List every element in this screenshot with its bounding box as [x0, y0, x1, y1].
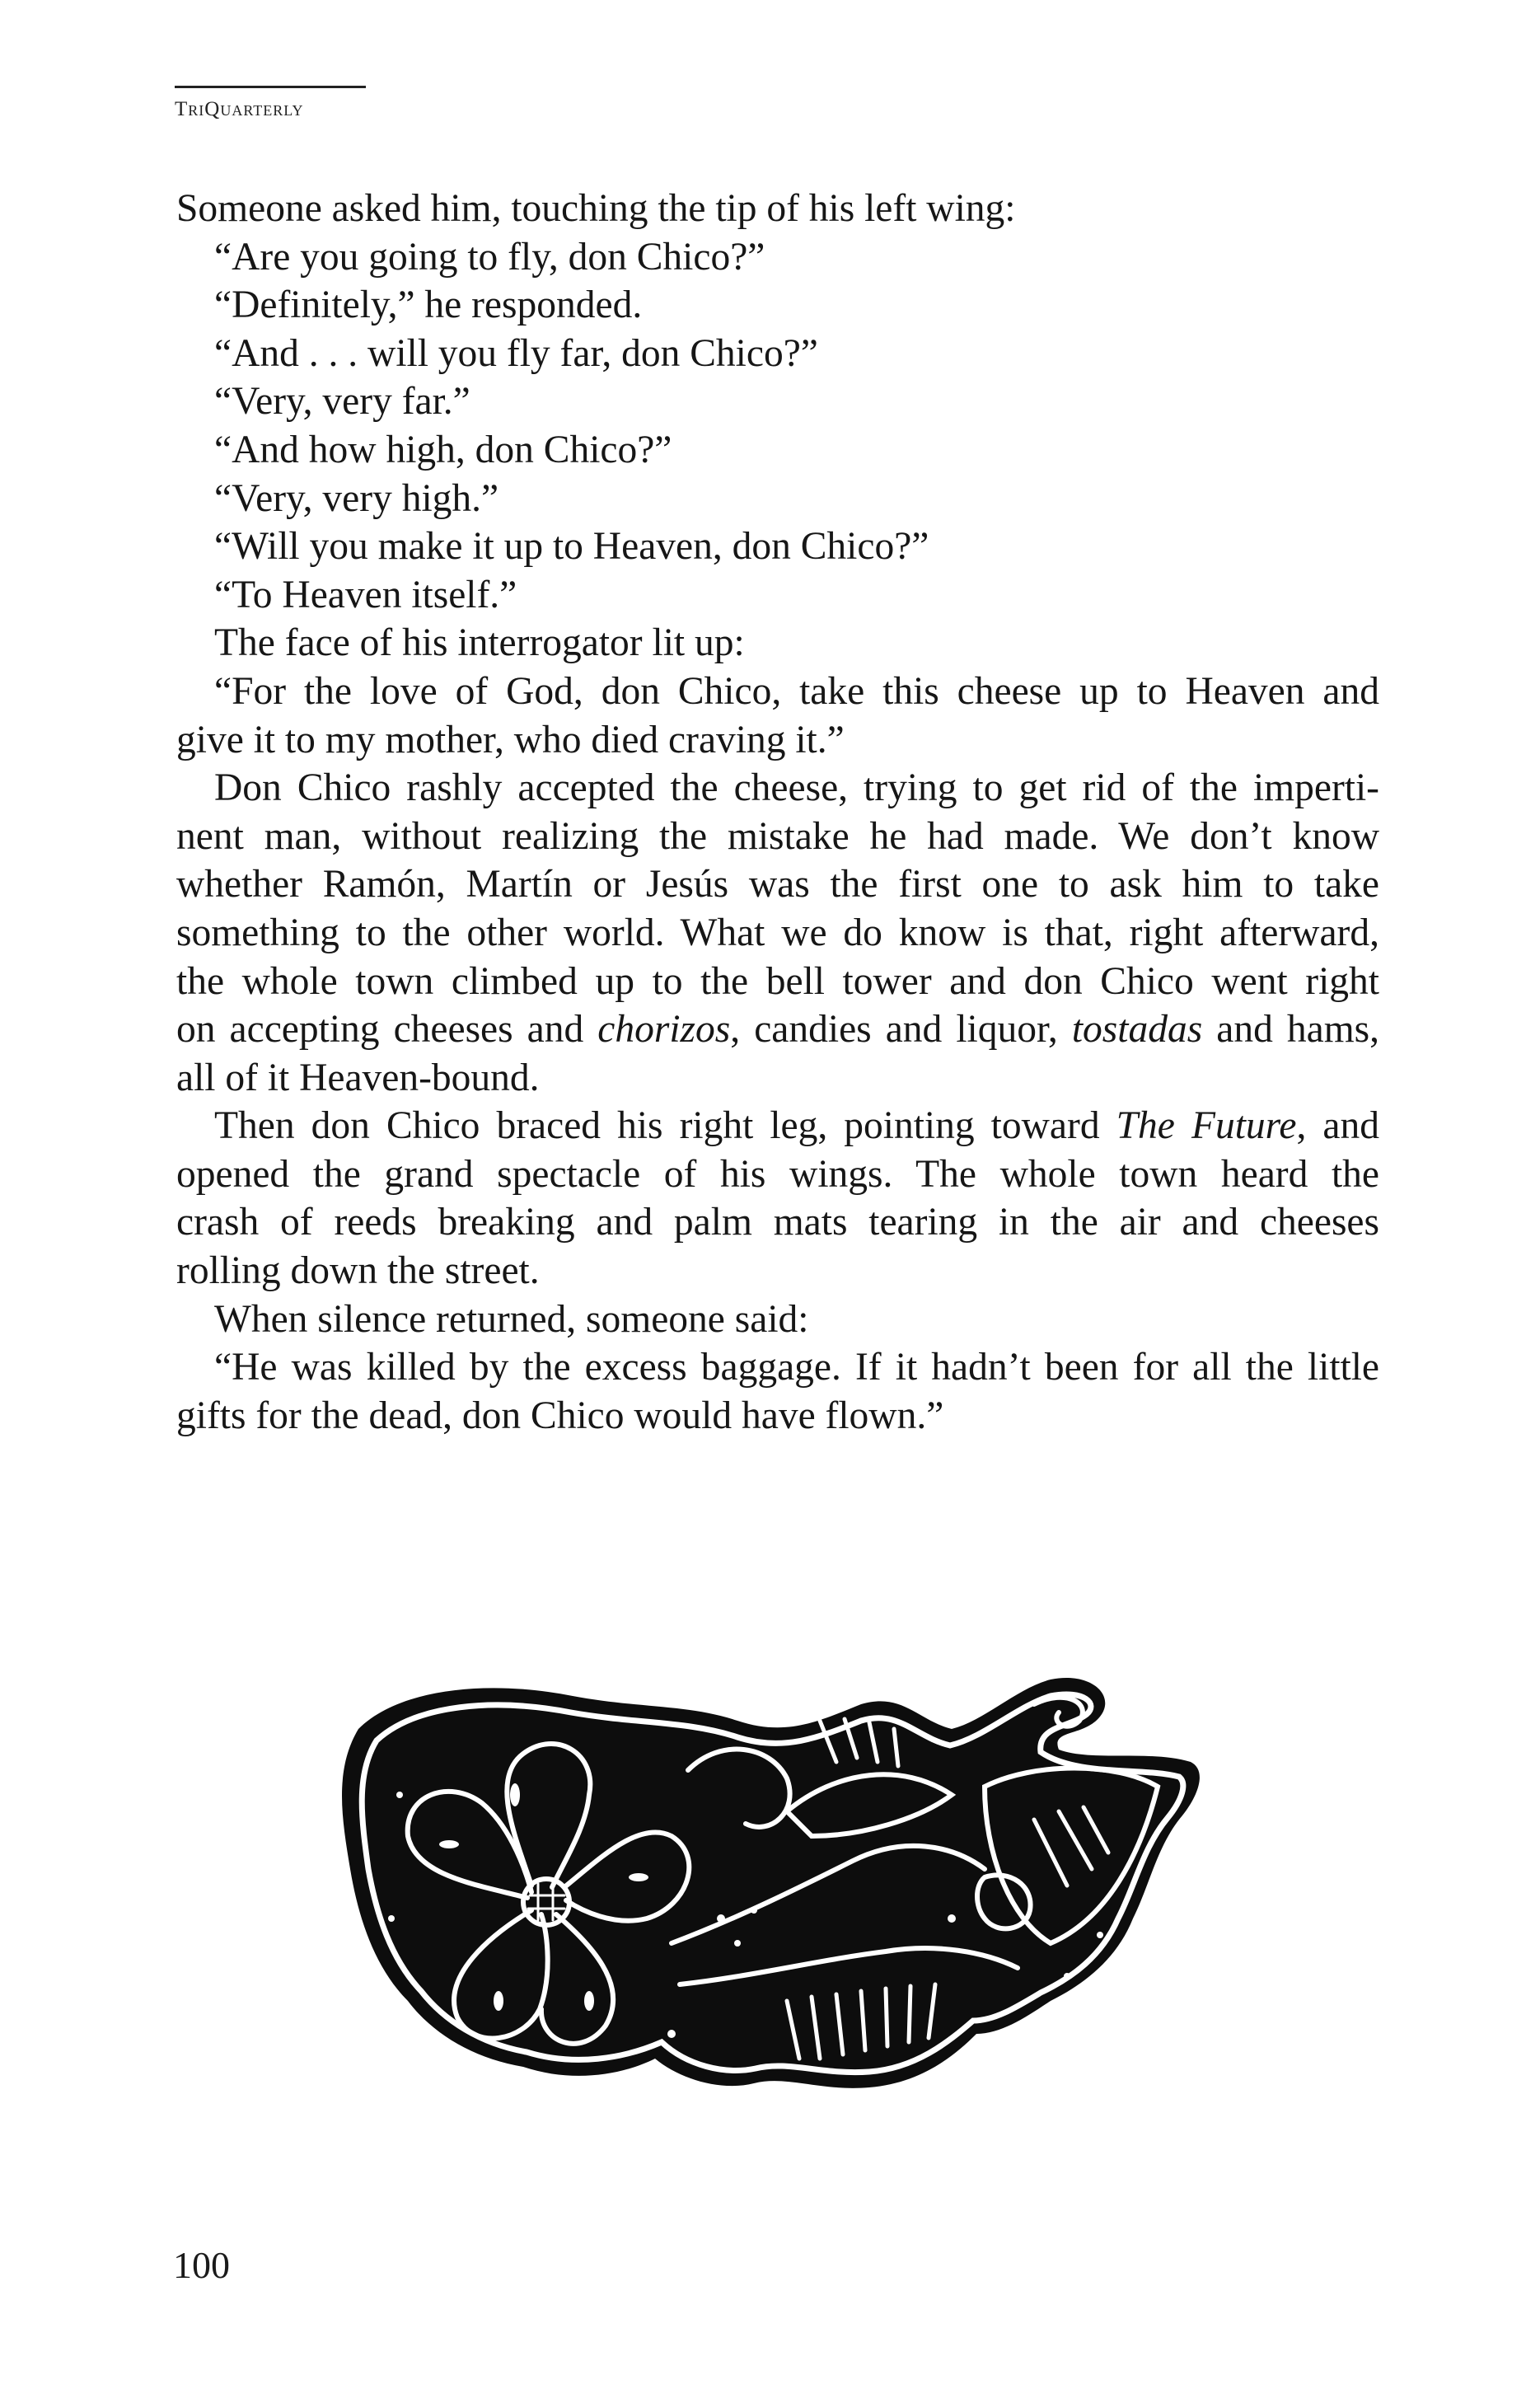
running-head: TriQuarterly: [175, 86, 366, 121]
paragraph-line: [176, 1005, 1379, 1054]
speckle-dot: [1097, 1932, 1103, 1938]
text-line: When silence returned, someone said:: [214, 1297, 809, 1341]
story-text: [176, 185, 1379, 1440]
speckle-dot: [734, 1940, 741, 1947]
text-segment: on accepting cheeses and: [176, 1008, 598, 1052]
petal-mark: [629, 1873, 648, 1881]
paragraph-line: all of it Heaven-bound.: [176, 1056, 540, 1099]
speckle-dot: [1064, 1973, 1070, 1979]
dialogue-line: “And how high, don Chico?”: [214, 428, 672, 471]
text-segment: Then don Chico braced his right leg, pointing toward: [214, 1104, 1116, 1148]
dialogue-line: “And . . . will you fly far, don Chico?”: [214, 331, 818, 375]
dialogue-line: “Very, very high.”: [214, 476, 499, 520]
hatch-line: [909, 1986, 910, 2042]
text-line: The face of his interrogator lit up:: [214, 621, 745, 665]
italic-word: chorizos: [597, 1008, 731, 1052]
dialogue-line: “Are you going to fly, don Chico?”: [214, 235, 765, 279]
paragraph-line: whether Ramón, Martín or Jesús was the first one to ask him to take: [176, 863, 1379, 907]
paragraph-line: gifts for the dead, don Chico would have flown.”: [176, 1394, 944, 1437]
dialogue-line: “Very, very far.”: [214, 380, 470, 424]
text-line: Someone asked him, touching the tip of his left wing:: [176, 187, 1016, 230]
paragraph-line: opened the grand spectacle of his wings. The whole town heard the: [176, 1152, 1379, 1196]
speckle-dot: [948, 1914, 956, 1923]
speckle-dot: [388, 1915, 395, 1922]
petal-mark: [584, 1991, 594, 2011]
paragraph-line: [176, 1102, 1379, 1150]
dialogue-line: “To Heaven itself.”: [214, 573, 517, 616]
text-segment: , candies and liquor,: [730, 1008, 1072, 1052]
paragraph-line: “He was killed by the excess baggage. If it hadn’t been for all the little: [214, 1346, 1379, 1389]
paragraph-line: rolling down the street.: [176, 1249, 540, 1293]
speckle-dot: [717, 1914, 725, 1923]
text-segment: and hams,: [1202, 1008, 1380, 1052]
speckle-dot: [396, 1792, 403, 1798]
paragraph-line: give it to my mother, who died craving it.”: [176, 718, 845, 761]
paragraph-line: nent man, without realizing the mistake he had made. We don’t know: [176, 814, 1379, 858]
text-segment: , and: [1296, 1104, 1379, 1148]
petal-mark: [439, 1840, 459, 1848]
paragraph-line: “For the love of God, don Chico, take this cheese up to Heaven and: [214, 669, 1379, 713]
italic-word: tostadas: [1071, 1008, 1203, 1052]
speckle-dot: [751, 1907, 757, 1914]
paragraph-line: Don Chico rashly accepted the cheese, trying to get rid of the imperti-: [214, 766, 1379, 810]
hatch-line: [886, 1989, 887, 2046]
speckle-dot: [667, 2030, 676, 2038]
dialogue-line: “Will you make it up to Heaven, don Chico?”: [214, 525, 929, 569]
italic-title: The Future: [1116, 1104, 1297, 1148]
page-number: 100: [173, 2244, 230, 2286]
paragraph-line: something to the other world. What we do know is that, right afterward,: [176, 911, 1379, 954]
dialogue-line: “Definitely,” he responded.: [214, 283, 643, 327]
petal-mark: [510, 1783, 520, 1806]
petal-mark: [494, 1991, 503, 2011]
paragraph-line: crash of reeds breaking and palm mats tearing in the air and cheeses: [176, 1201, 1379, 1244]
paragraph-line: the whole town climbed up to the bell tower and don Chico went right: [176, 959, 1379, 1003]
woodcut-flower-ornament-icon: [325, 1671, 1224, 2100]
